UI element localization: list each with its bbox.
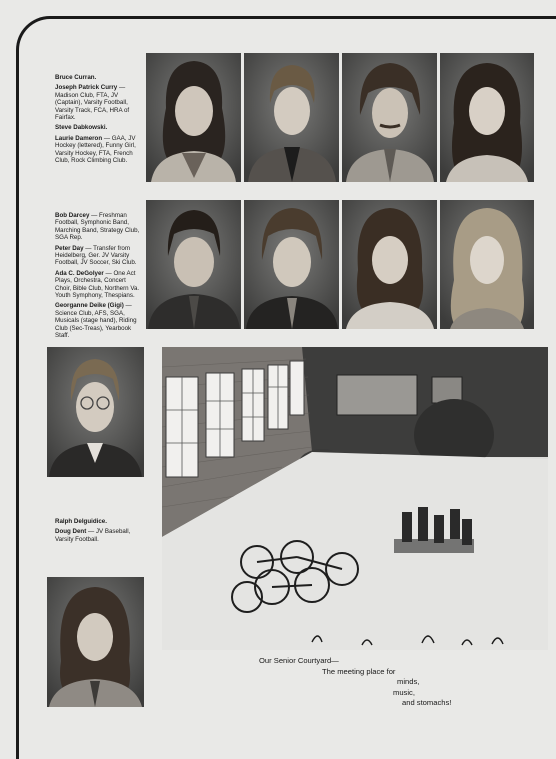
student-name: Georganne Deike (Gigi) — [55, 302, 124, 310]
portrait-photo — [47, 347, 144, 477]
caption-line: minds, — [397, 677, 420, 686]
student-name: Peter Day — [55, 244, 84, 252]
student-activities: — Transfer from Heidelberg, Ger. JV Varsity Football, JV Soccer, Ski Club. — [55, 244, 137, 267]
student-activities: — GAA, JV Hockey (lettered), Funny Girl, Varsity Hockey, FTA, French Club, Rock Climbing Club. — [55, 134, 136, 165]
student-activities: — Science Club, AFS, SGA, Musicals (stage hand), Riding Club (Sec-Treas), Yearbook Staff. — [55, 302, 137, 340]
portrait-photo — [47, 577, 144, 707]
portrait-photo — [244, 200, 339, 329]
portrait-photo — [244, 53, 339, 182]
portrait-photo — [342, 53, 437, 182]
portrait-photo — [146, 53, 241, 182]
portrait-photo — [342, 200, 437, 329]
bio-entry — [55, 74, 143, 81]
bio-entry — [55, 245, 143, 267]
caption-line: Our Senior Courtyard— — [259, 656, 339, 665]
student-activities: — One Act Plays, Orchestra, Concert Choir, Bible Club, Northern Va. Youth Symphony, Thespians. — [55, 269, 140, 300]
student-name: Laurie Dameron — [55, 134, 103, 142]
student-name: Doug Dent — [55, 528, 87, 536]
bio-column-middle — [55, 212, 143, 343]
bio-entry — [55, 270, 143, 300]
bio-entry — [55, 518, 145, 525]
portrait-photo — [440, 53, 534, 182]
bio-entry — [55, 84, 143, 121]
student-name: Ralph Delguidice. — [55, 518, 107, 525]
bio-entry — [55, 212, 143, 242]
student-name: Joseph Patrick Curry — [55, 84, 118, 92]
bio-entry — [55, 124, 143, 131]
courtyard-photo — [162, 347, 548, 650]
bio-entry — [55, 528, 145, 543]
bio-entry — [55, 135, 143, 165]
bio-column-top — [55, 74, 143, 167]
bio-column-bottom — [55, 518, 145, 546]
student-activities: — JV Baseball, Varsity Football. — [55, 528, 131, 543]
student-activities: — Madison Club, FTA, JV (Captain), Varsity Football, Varsity Track, FCA, HRA of Fairfax. — [55, 84, 130, 122]
student-name: Bob Darcey — [55, 212, 90, 219]
portrait-photo — [146, 200, 241, 329]
caption-line: music, — [393, 688, 415, 697]
caption-line: and stomachs! — [402, 698, 452, 707]
bio-entry — [55, 302, 143, 339]
student-name: Steve Dabkowski. — [55, 124, 108, 132]
student-name: Bruce Curran. — [55, 74, 97, 81]
caption-line: The meeting place for — [322, 667, 396, 676]
student-activities: — Freshman Football, Symphonic Band, Marching Band, Strategy Club, SGA Rep. — [55, 212, 140, 242]
portrait-photo — [440, 200, 534, 329]
student-name: Ada C. DeGolyer — [55, 269, 104, 277]
